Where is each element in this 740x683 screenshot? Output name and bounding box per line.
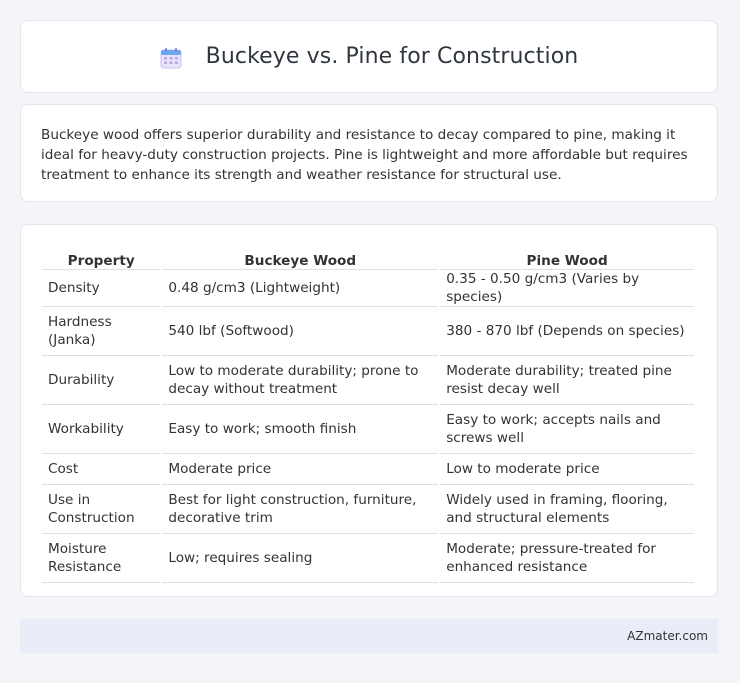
table-row xyxy=(42,454,694,485)
page-title: Buckeye vs. Pine for Construction xyxy=(205,44,579,69)
table-row xyxy=(42,534,694,583)
cell-property: Durability xyxy=(42,356,160,405)
cell-pine: 380 - 870 lbf (Depends on species) xyxy=(440,307,694,356)
cell-pine: 0.35 - 0.50 g/cm3 (Varies by species) xyxy=(440,270,694,307)
intro-text: Buckeye wood offers superior durability and resistance to decay compared to pine, making it ideal for heavy-duty construction projects. Pine is lightweight and more affordable but requires treatment to enhance its strength and weather resistance for structural use. xyxy=(41,127,688,183)
table-row xyxy=(42,485,694,534)
cell-buckeye: Moderate price xyxy=(162,454,438,485)
table-row xyxy=(42,356,694,405)
table-row xyxy=(42,307,694,356)
cell-pine: Easy to work; accepts nails and screws well xyxy=(440,405,694,454)
cell-property: Moisture Resistance xyxy=(42,534,160,583)
cell-property: Workability xyxy=(42,405,160,454)
cell-property: Cost xyxy=(42,454,160,485)
cell-buckeye: Easy to work; smooth finish xyxy=(162,405,438,454)
calendar-icon xyxy=(160,47,182,69)
footer-brand: AZmater.com xyxy=(627,629,708,643)
table-header-row xyxy=(42,245,694,270)
cell-buckeye: Low to moderate durability; prone to decay without treatment xyxy=(162,356,438,405)
cell-pine: Widely used in framing, flooring, and structural elements xyxy=(440,485,694,534)
table-row xyxy=(42,405,694,454)
table-card xyxy=(20,224,718,597)
cell-buckeye: 0.48 g/cm3 (Lightweight) xyxy=(162,270,438,307)
title-card xyxy=(20,20,718,93)
header-buckeye: Buckeye Wood xyxy=(162,245,438,270)
header-pine: Pine Wood xyxy=(440,245,694,270)
comparison-table xyxy=(40,245,696,583)
cell-property: Density xyxy=(42,270,160,307)
cell-buckeye: 540 lbf (Softwood) xyxy=(162,307,438,356)
cell-pine: Moderate durability; treated pine resist decay well xyxy=(440,356,694,405)
table-row xyxy=(42,270,694,307)
cell-buckeye: Low; requires sealing xyxy=(162,534,438,583)
footer xyxy=(20,619,718,653)
cell-property: Use in Construction xyxy=(42,485,160,534)
cell-buckeye: Best for light construction, furniture, decorative trim xyxy=(162,485,438,534)
cell-property: Hardness (Janka) xyxy=(42,307,160,356)
cell-pine: Moderate; pressure-treated for enhanced resistance xyxy=(440,534,694,583)
header-property: Property xyxy=(42,245,160,270)
intro-card xyxy=(20,104,718,202)
cell-pine: Low to moderate price xyxy=(440,454,694,485)
